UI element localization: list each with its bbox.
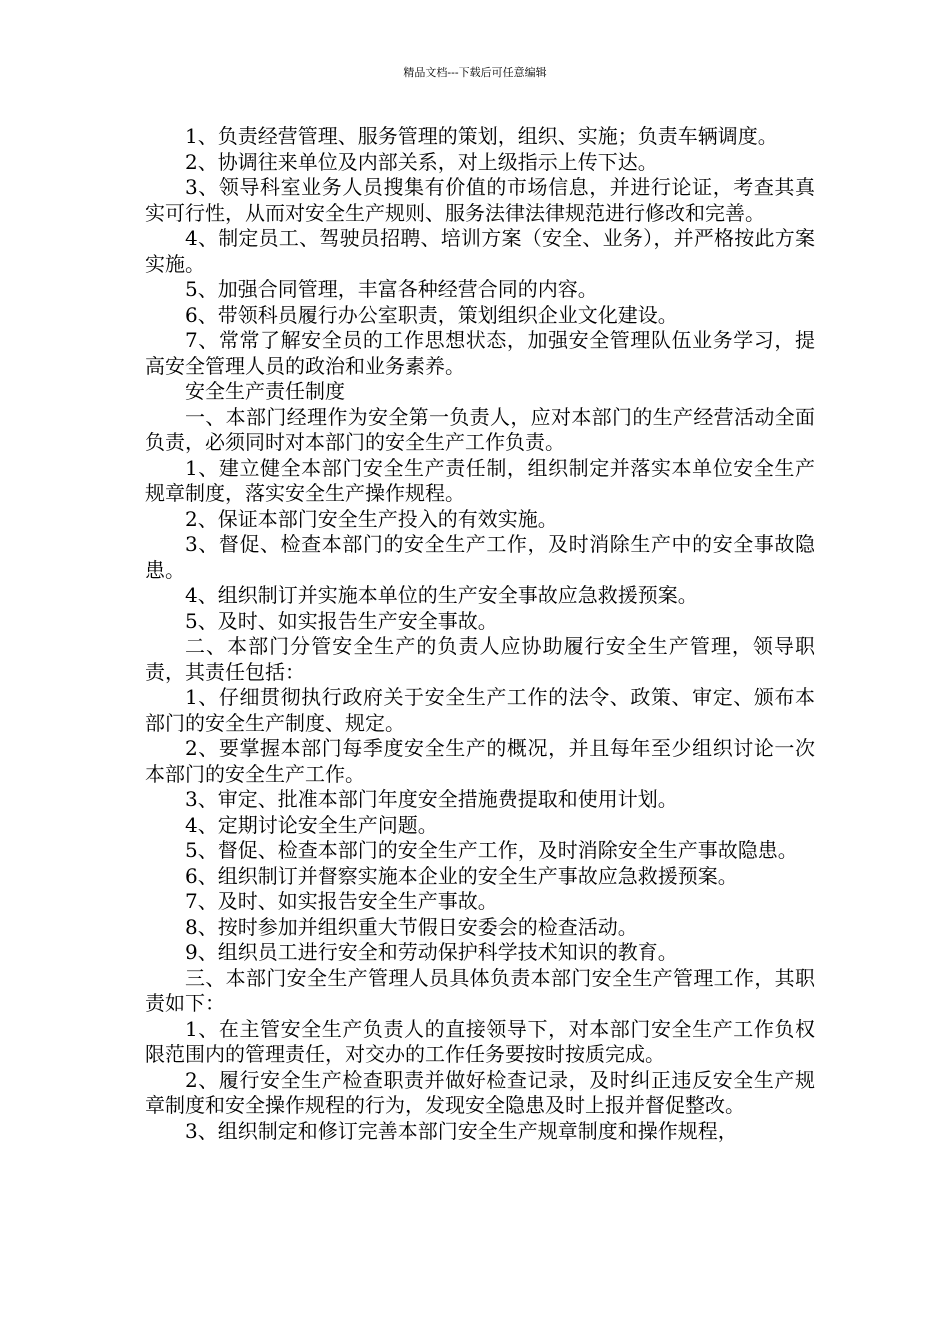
paragraph-duty-1: 1、负责经营管理、服务管理的策划，组织、实施；负责车辆调度。: [185, 124, 778, 148]
section-one-item-4: 4、组织制订并实施本单位的生产安全事故应急救援预案。: [185, 583, 698, 607]
section-three-item-1: 1、在主管安全生产负责人的直接领导下，对本部门安全生产工作负权限范围内的管理责任，对交办的工作任务要按时按质完成。: [145, 1016, 815, 1066]
section-two-item-7: 7、及时、如实报告安全生产事故。: [185, 889, 498, 913]
section-three-intro: 三、本部门安全生产管理人员具体负责本部门安全生产管理工作，其职责如下：: [145, 965, 815, 1015]
section-one-item-3: 3、督促、检查本部门的安全生产工作，及时消除生产中的安全事故隐患。: [145, 532, 815, 582]
paragraph-duty-6: 6、带领科员履行办公室职责，策划组织企业文化建设。: [185, 302, 678, 327]
section-two-item-4: 4、定期讨论安全生产问题。: [185, 812, 438, 837]
section-title: 安全生产责任制度: [185, 379, 345, 403]
section-two-item-9: 9、组织员工进行安全和劳动保护科学技术知识的教育。: [185, 940, 678, 964]
section-one-intro: 一、本部门经理作为安全第一负责人，应对本部门的生产经营活动全面负责，必须同时对本部门的安全生产工作负责。: [145, 404, 815, 454]
paragraph-duty-2: 2、协调往来单位及内部关系，对上级指示上传下达。: [185, 149, 658, 174]
section-two-item-6: 6、组织制订并督察实施本企业的安全生产事故应急救援预案。: [185, 863, 738, 888]
paragraph-duty-4: 4、制定员工、驾驶员招聘、培训方案（安全、业务），并严格按此方案实施。: [145, 226, 815, 276]
section-two-item-8: 8、按时参加并组织重大节假日安委会的检查活动。: [185, 914, 638, 939]
section-two-item-2: 2、要掌握本部门每季度安全生产的概况，并且每年至少组织讨论一次本部门的安全生产工作。: [145, 736, 815, 786]
paragraph-duty-7: 7、常常了解安全员的工作思想状态，加强安全管理队伍业务学习，提高安全管理人员的政治和业务素养。: [145, 328, 815, 378]
section-three-item-2: 2、履行安全生产检查职责并做好检查记录，及时纠正违反安全生产规章制度和安全操作规程的行为，发现安全隐患及时上报并督促整改。: [145, 1067, 815, 1117]
page-header: 精品文档---下载后可任意编辑: [403, 66, 547, 79]
section-two-intro: 二、本部门分管安全生产的负责人应协助履行安全生产管理，领导职责，其责任包括：: [145, 634, 815, 684]
section-two-item-5: 5、督促、检查本部门的安全生产工作，及时消除安全生产事故隐患。: [185, 838, 798, 862]
section-one-item-1: 1、建立健全本部门安全生产责任制，组织制定并落实本单位安全生产规章制度，落实安全生产操作规程。: [145, 455, 815, 505]
paragraph-duty-5: 5、加强合同管理，丰富各种经营合同的内容。: [185, 277, 598, 301]
section-two-item-1: 1、仔细贯彻执行政府关于安全生产工作的法令、政策、审定、颁布本部门的安全生产制度、规定。: [145, 685, 815, 735]
section-one-item-5: 5、及时、如实报告生产安全事故。: [185, 608, 498, 633]
section-three-item-3: 3、组织制定和修订完善本部门安全生产规章制度和操作规程，: [185, 1118, 738, 1143]
section-one-item-2: 2、保证本部门安全生产投入的有效实施。: [185, 506, 558, 531]
document-body: [145, 124, 815, 1144]
section-two-item-3: 3、审定、批准本部门年度安全措施费提取和使用计划。: [185, 787, 678, 811]
paragraph-duty-3: 3、领导科室业务人员搜集有价值的市场信息，并进行论证，考查其真实可行性，从而对安全生产规则、服务法律法律规范进行修改和完善。: [145, 175, 815, 225]
